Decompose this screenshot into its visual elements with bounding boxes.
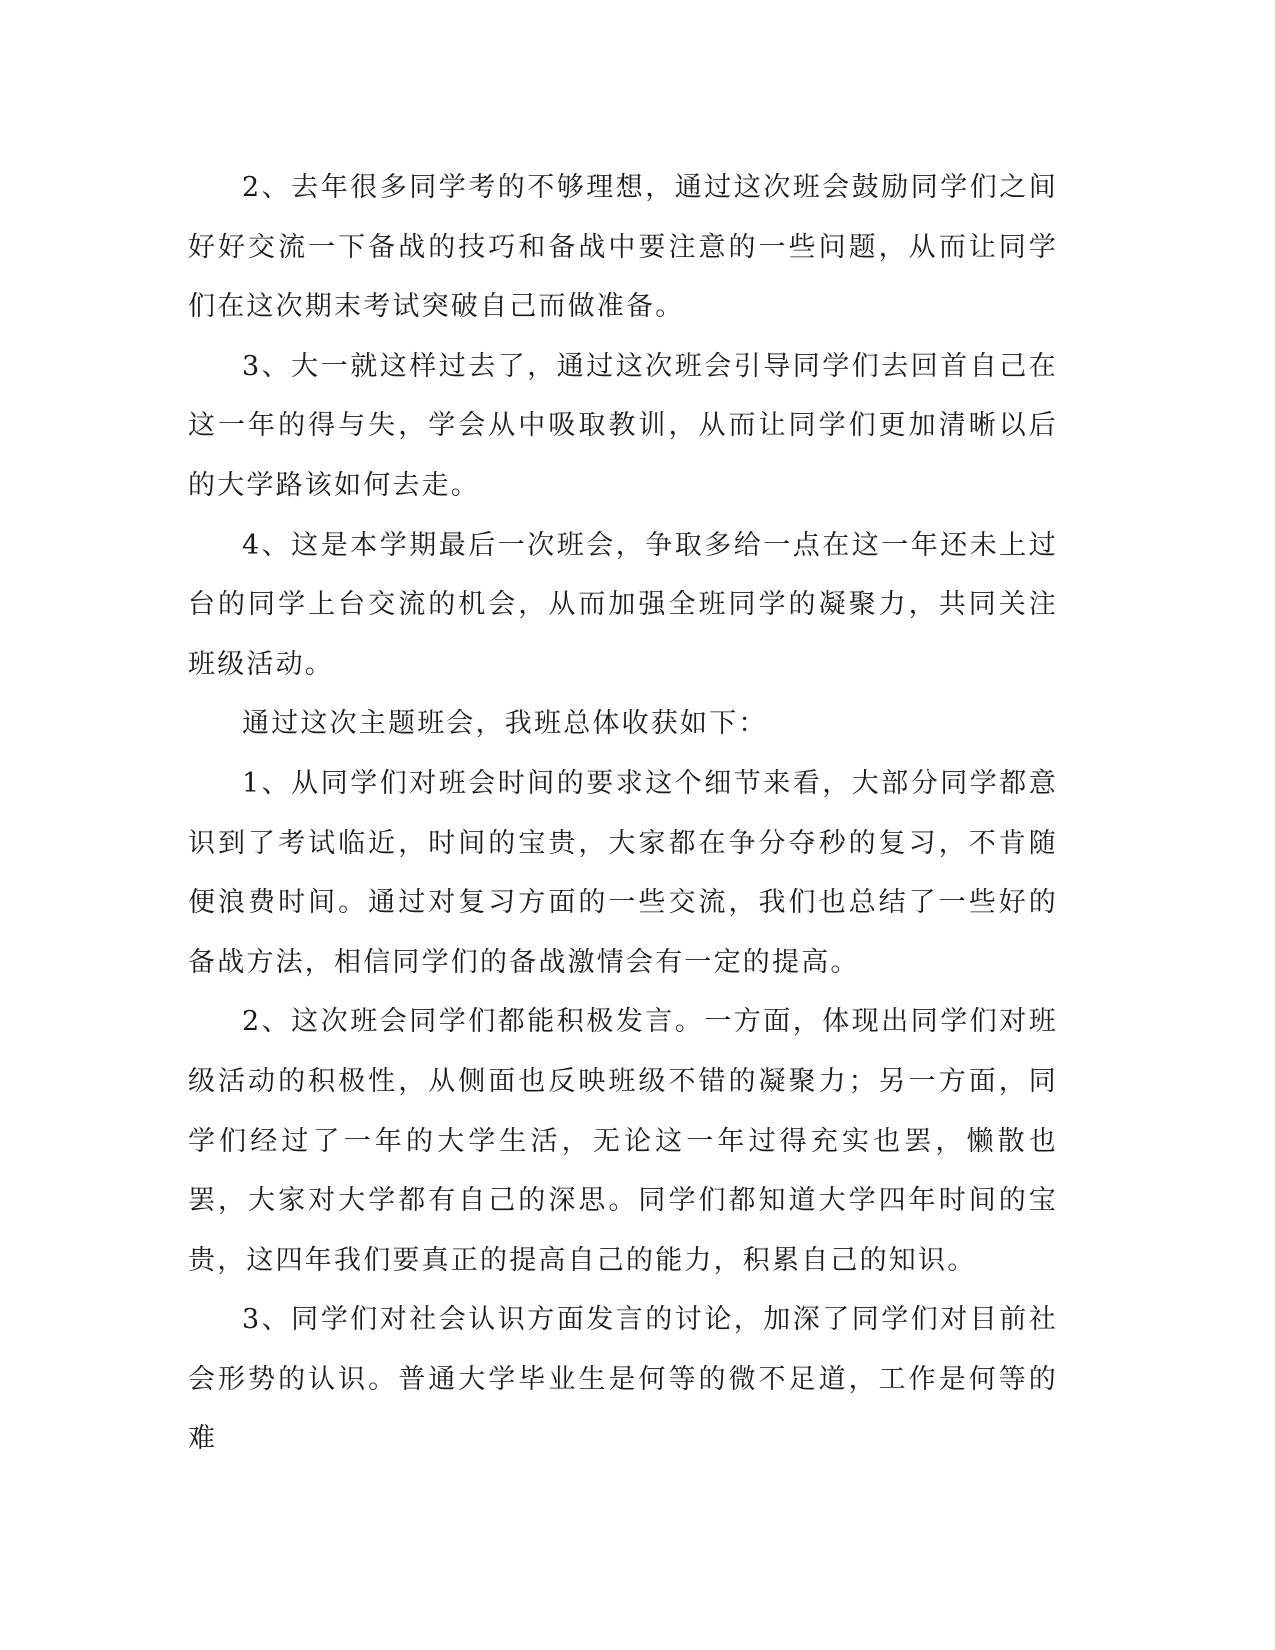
paragraph-goal-2: 2、去年很多同学考的不够理想，通过这次班会鼓励同学们之间好好交流一下备战的技巧和备战中要注意的一些问题，从而让同学们在这次期末考试突破自己而做准备。 <box>188 172 1058 323</box>
paragraph-gain-2: 2、这次班会同学们都能积极发言。一方面，体现出同学们对班级活动的积极性，从侧面也反映班级不错的凝聚力；另一方面，同学们经过了一年的大学生活，无论这一年过得充实也罢，懒散也罢，大家对大学都有自己的深思。同学们都知道大学四年时间的宝贵，这四年我们要真正的提高自己的能力，积累自己的知识。 <box>188 1006 1058 1276</box>
paragraph-gain-1: 1、从同学们对班会时间的要求这个细节来看，大部分同学都意识到了考试临近，时间的宝贵，大家都在争分夺秒的复习，不肯随便浪费时间。通过对复习方面的一些交流，我们也总结了一些好的备战方法，相信同学们的备战激情会有一定的提高。 <box>188 767 1058 978</box>
body-text <box>188 158 1058 1469</box>
paragraph-gain-3: 3、同学们对社会认识方面发言的讨论，加深了同学们对目前社会形势的认识。普通大学毕业生是何等的微不足道，工作是何等的难 <box>188 1304 1058 1455</box>
paragraph-summary-intro: 通过这次主题班会，我班总体收获如下： <box>242 708 768 740</box>
paragraph-goal-4: 4、这是本学期最后一次班会，争取多给一点在这一年还未上过台的同学上台交流的机会，从而加强全班同学的凝聚力，共同关注班级活动。 <box>188 529 1058 680</box>
paragraph-goal-3: 3、大一就这样过去了，通过这次班会引导同学们去回首自己在这一年的得与失，学会从中吸取教训，从而让同学们更加清晰以后的大学路该如何去走。 <box>188 350 1058 501</box>
